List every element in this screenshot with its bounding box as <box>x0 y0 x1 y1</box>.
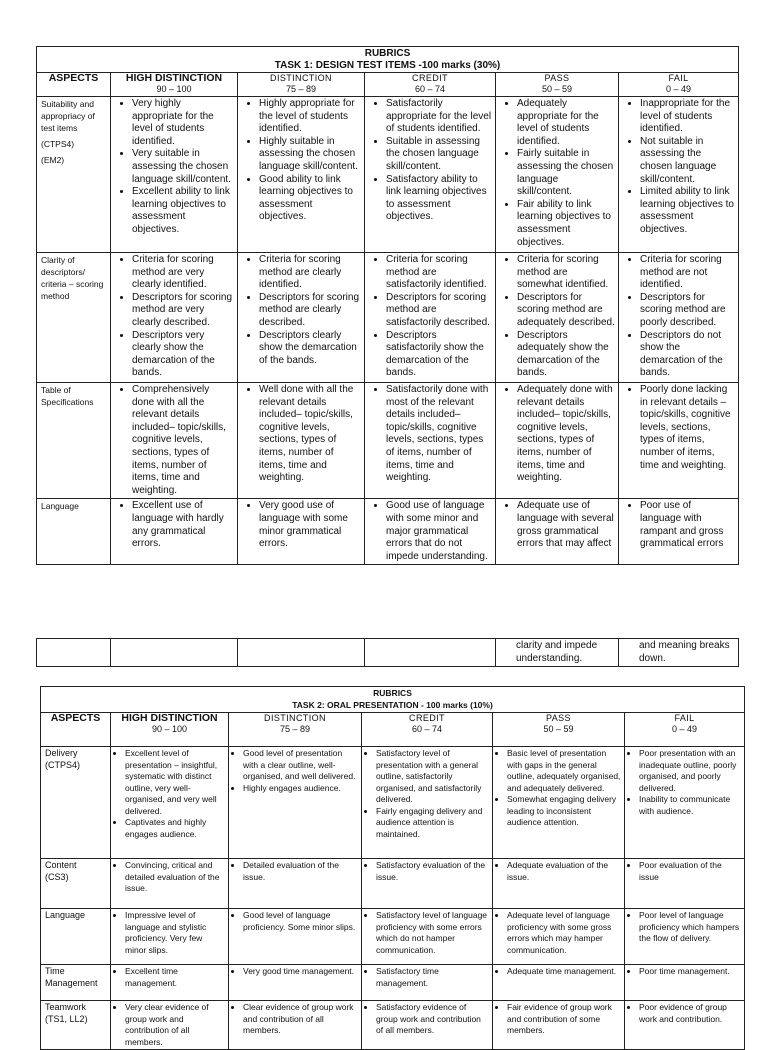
task2-band-header: DISTINCTION 75 – 89 <box>229 713 362 747</box>
task2-band-header: CREDIT 60 – 74 <box>362 713 493 747</box>
descriptor-cell <box>111 965 229 1001</box>
descriptor-item: • Excellent time management. <box>125 966 225 989</box>
descriptor-item: • Adequate use of language with several gross grammatical errors that may affect <box>517 500 615 550</box>
descriptor-item: • Descriptors for scoring method are very clearly described. <box>132 292 234 330</box>
descriptor-item: • Satisfactory evaluation of the issue. <box>376 860 489 883</box>
descriptor-item: • Descriptors for scoring method are poorly described. <box>640 292 735 330</box>
descriptor-cell <box>619 383 739 499</box>
continuation-cell <box>111 639 238 667</box>
task2-band-header: HIGH DISTINCTION 90 – 100 <box>111 713 229 747</box>
descriptor-cell <box>493 1001 625 1050</box>
task1-continuation-table <box>36 638 739 667</box>
descriptor-item: • Very suitable in assessing the chosen language skill/content. <box>132 148 234 186</box>
descriptor-item: • Fairly suitable in assessing the chosen language skill/content. <box>517 148 615 198</box>
descriptor-cell <box>493 859 625 909</box>
task1-rubric-table <box>36 46 739 565</box>
aspect-cell <box>41 1001 111 1050</box>
descriptor-item: • Descriptors clearly show the demarcation of the bands. <box>259 330 361 368</box>
descriptor-item: • Satisfactorily done with most of the relevant details included– topic/skills, cognitive levels, sections, types of items, number of items, time and weighting. <box>386 384 492 485</box>
rubric-row <box>41 859 745 909</box>
descriptor-cell <box>229 965 362 1001</box>
continuation-fail-text: and meaning breaks down. <box>639 640 730 664</box>
task1-title: TASK 1: DESIGN TEST ITEMS -100 marks (30%) <box>274 59 501 71</box>
descriptor-cell <box>365 253 496 383</box>
descriptor-item: • Criteria for scoring method are satisfactorily identified. <box>386 254 492 292</box>
descriptor-cell <box>496 383 619 499</box>
task1-band-header: HIGH DISTINCTION 90 – 100 <box>111 73 238 97</box>
descriptor-item: • Very highly appropriate for the level of students identified. <box>132 98 234 148</box>
descriptor-item: • Satisfactory evidence of group work and contribution of all members. <box>376 1002 489 1037</box>
descriptor-item: • Adequate evaluation of the issue. <box>507 860 621 883</box>
descriptor-item: • Highly suitable in assessing the chosen language skill/content. <box>259 136 361 174</box>
descriptor-cell <box>362 859 493 909</box>
descriptor-cell <box>493 965 625 1001</box>
descriptor-item: • Captivates and highly engages audience. <box>125 817 225 840</box>
descriptor-item: • Well done with all the relevant details included– topic/skills, cognitive levels, sections, types of items, number of items, time and weighting. <box>259 384 361 485</box>
aspect-cell <box>37 499 111 565</box>
continuation-cell <box>37 639 111 667</box>
descriptor-item: • Excellent use of language with hardly any grammatical errors. <box>132 500 234 550</box>
descriptor-item: • Suitable in assessing the chosen language skill/content. <box>386 136 492 174</box>
aspect-label: (EM2) <box>41 155 65 165</box>
task1-rows <box>37 97 739 565</box>
descriptor-cell <box>619 499 739 565</box>
descriptor-cell <box>493 747 625 859</box>
aspect-label: Teamwork <box>45 1002 87 1012</box>
aspect-cell <box>37 383 111 499</box>
descriptor-cell <box>625 747 745 859</box>
descriptor-item: • Poor evidence of group work and contribution. <box>639 1002 741 1025</box>
descriptor-item: • Criteria for scoring method are clearly identified. <box>259 254 361 292</box>
descriptor-item: • Inappropriate for the level of students identified. <box>640 98 735 136</box>
descriptor-cell <box>111 253 238 383</box>
descriptor-item: • Adequate level of language proficiency with some gross errors which may hamper communication. <box>507 910 621 956</box>
descriptor-item: • Very clear evidence of group work and contribution of all members. <box>125 1002 225 1048</box>
aspect-label: Clarity of descriptors/ criteria – scoring method <box>41 255 104 301</box>
descriptor-item: • Poor evaluation of the issue <box>639 860 741 883</box>
descriptor-cell <box>229 909 362 965</box>
rubric-row <box>41 909 745 965</box>
aspect-cell <box>37 97 111 253</box>
descriptor-item: • Poor level of language proficiency which hampers the flow of delivery. <box>639 910 741 945</box>
aspect-cell <box>41 965 111 1001</box>
descriptor-item: • Criteria for scoring method are very clearly identified. <box>132 254 234 292</box>
descriptor-item: • Basic level of presentation with gaps in the general outline, adequately organised, and adequately delivered. <box>507 748 621 794</box>
descriptor-item: • Good level of language proficiency. Some minor slips. <box>243 910 358 933</box>
descriptor-item: • Not suitable in assessing the chosen language skill/content. <box>640 136 735 186</box>
aspect-label: Language <box>45 910 86 920</box>
continuation-cell <box>496 639 619 667</box>
descriptor-item: • Inability to communicate with audience. <box>639 794 741 817</box>
descriptor-item: • Very good time management. <box>243 966 358 978</box>
aspect-label: (TS1, LL2) <box>45 1013 88 1024</box>
descriptor-item: • Limited ability to link learning objectives to assessment objectives. <box>640 186 735 236</box>
descriptor-cell <box>365 499 496 565</box>
descriptor-item: • Satisfactory time management. <box>376 966 489 989</box>
descriptor-item: • Very good use of language with some minor grammatical errors. <box>259 500 361 550</box>
task2-rubric-table <box>40 686 745 1050</box>
descriptor-cell <box>625 965 745 1001</box>
descriptor-cell <box>496 97 619 253</box>
task1-band-header: CREDIT 60 – 74 <box>365 73 496 97</box>
rubric-row <box>37 499 739 565</box>
descriptor-item: • Fair evidence of group work and contribution of some members. <box>507 1002 621 1037</box>
task1-band-header: DISTINCTION 75 – 89 <box>238 73 365 97</box>
descriptor-cell <box>238 499 365 565</box>
aspect-label: (CTPS4) <box>41 139 75 149</box>
descriptor-cell <box>111 1001 229 1050</box>
descriptor-item: • Adequately done with relevant details included– topic/skills, cognitive levels, sections, types of items, number of items, time and weighting. <box>517 384 615 485</box>
descriptor-item: • Satisfactory ability to link learning objectives to assessment objectives. <box>386 174 492 224</box>
descriptor-item: • Descriptors for scoring method are adequately described. <box>517 292 615 330</box>
descriptor-item: • Highly appropriate for the level of students identified. <box>259 98 361 136</box>
continuation-cell <box>365 639 496 667</box>
descriptor-cell <box>625 909 745 965</box>
descriptor-item: • Comprehensively done with all the relevant details included– topic/skills, cognitive levels, sections, types of items, number of items, time and weighting. <box>132 384 234 497</box>
descriptor-cell <box>362 1001 493 1050</box>
rubric-row <box>37 97 739 253</box>
descriptor-item: • Highly engages audience. <box>243 783 358 795</box>
descriptor-cell <box>362 965 493 1001</box>
descriptor-item: • Descriptors adequately show the demarcation of the bands. <box>517 330 615 380</box>
task2-rows <box>41 747 745 1050</box>
descriptor-item: • Fair ability to link learning objectives to assessment objectives. <box>517 199 615 249</box>
descriptor-item: • Good level of presentation with a clear outline, well-organised, and well delivered. <box>243 748 358 783</box>
descriptor-item: • Good ability to link learning objectives to assessment objectives. <box>259 174 361 224</box>
descriptor-item: • Descriptors for scoring method are satisfactorily described. <box>386 292 492 330</box>
descriptor-item: • Poor presentation with an inadequate outline, poorly organised, and poorly delivered. <box>639 748 741 794</box>
continuation-cell <box>238 639 365 667</box>
aspect-label: Time Management <box>45 966 98 988</box>
descriptor-cell <box>238 383 365 499</box>
descriptor-cell <box>111 859 229 909</box>
descriptor-item: • Descriptors very clearly show the demarcation of the bands. <box>132 330 234 380</box>
rubric-row <box>41 965 745 1001</box>
descriptor-cell <box>496 499 619 565</box>
continuation-cell <box>619 639 739 667</box>
descriptor-cell <box>111 747 229 859</box>
descriptor-item: • Good use of language with some minor and major grammatical errors that do not impede understanding. <box>386 500 492 563</box>
descriptor-item: • Somewhat engaging delivery leading to inconsistent audience attention. <box>507 794 621 829</box>
descriptor-cell <box>111 383 238 499</box>
aspect-cell <box>41 859 111 909</box>
rubric-row <box>41 1001 745 1050</box>
descriptor-cell <box>496 253 619 383</box>
descriptor-cell <box>238 253 365 383</box>
descriptor-item: • Criteria for scoring method are somewhat identified. <box>517 254 615 292</box>
task1-rubrics-heading: RUBRICS <box>364 48 411 59</box>
rubric-row <box>41 747 745 859</box>
descriptor-item: • Adequately appropriate for the level of students identified. <box>517 98 615 148</box>
aspect-cell <box>41 909 111 965</box>
aspect-cell <box>41 747 111 859</box>
aspect-label: Language <box>41 501 79 512</box>
aspect-label: Content <box>45 860 77 870</box>
task2-band-header: PASS 50 – 59 <box>493 713 625 747</box>
rubric-row <box>37 383 739 499</box>
descriptor-cell <box>229 1001 362 1050</box>
descriptor-cell <box>619 253 739 383</box>
descriptor-item: • Satisfactory level of presentation with a general outline, satisfactorily organised, and satisfactorily delivered. <box>376 748 489 806</box>
descriptor-cell <box>365 97 496 253</box>
descriptor-cell <box>229 747 362 859</box>
task2-aspects-header: ASPECTS <box>41 713 111 747</box>
descriptor-item: • Poor time management. <box>639 966 741 978</box>
descriptor-cell <box>493 909 625 965</box>
continuation-pass-text: clarity and impede understanding. <box>516 640 598 664</box>
descriptor-item: • Poorly done lacking in relevant details – topic/skills, cognitive levels, sections, types of items, number of items, time and weighting. <box>640 384 735 472</box>
aspect-label: Table of Specifications <box>41 385 94 407</box>
task2-band-header: FAIL 0 – 49 <box>625 713 745 747</box>
descriptor-item: • Descriptors satisfactorily show the demarcation of the bands. <box>386 330 492 380</box>
aspect-label: (CTPS4) <box>45 759 81 770</box>
descriptor-item: • Excellent ability to link learning objectives to assessment objectives. <box>132 186 234 236</box>
aspect-label: Delivery <box>45 748 78 758</box>
aspect-label: Suitability and appropriacy of test items <box>41 99 95 133</box>
task2-title: TASK 2: ORAL PRESENTATION - 100 marks (10%) <box>292 699 493 710</box>
descriptor-item: • Poor use of language with rampant and gross grammatical errors <box>640 500 735 550</box>
descriptor-item: • Impressive level of language and stylistic proficiency. Very few minor slips. <box>125 910 225 956</box>
descriptor-item: • Excellent level of presentation – insightful, systematic with distinct outline, very well-organised, and very well delivered. <box>125 748 225 817</box>
descriptor-cell <box>229 859 362 909</box>
descriptor-item: • Satisfactorily appropriate for the level of students identified. <box>386 98 492 136</box>
descriptor-cell <box>111 909 229 965</box>
rubric-row <box>37 253 739 383</box>
aspect-label: (CS3) <box>45 871 69 882</box>
task2-title-cell <box>41 687 745 713</box>
descriptor-item: • Adequate time management. <box>507 966 621 978</box>
descriptor-cell <box>365 383 496 499</box>
descriptor-cell <box>625 859 745 909</box>
descriptor-cell <box>362 747 493 859</box>
descriptor-cell <box>111 499 238 565</box>
aspect-cell <box>37 253 111 383</box>
descriptor-item: • Fairly engaging delivery and audience attention is maintained. <box>376 806 489 841</box>
descriptor-item: • Convincing, critical and detailed evaluation of the issue. <box>125 860 225 895</box>
descriptor-cell <box>619 97 739 253</box>
descriptor-cell <box>362 909 493 965</box>
descriptor-item: • Criteria for scoring method are not identified. <box>640 254 735 292</box>
descriptor-cell <box>238 97 365 253</box>
descriptor-item: • Satisfactory level of language proficiency with some errors which do not hamper communication. <box>376 910 489 956</box>
task1-title-cell <box>37 47 739 73</box>
task1-aspects-header: ASPECTS <box>37 73 111 97</box>
descriptor-cell <box>625 1001 745 1050</box>
descriptor-item: • Clear evidence of group work and contribution of all members. <box>243 1002 358 1037</box>
task1-band-header: PASS 50 – 59 <box>496 73 619 97</box>
descriptor-item: • Detailed evaluation of the issue. <box>243 860 358 883</box>
task1-band-header: FAIL 0 – 49 <box>619 73 739 97</box>
descriptor-item: • Descriptors do not show the demarcation of the bands. <box>640 330 735 380</box>
task2-rubrics-heading: RUBRICS <box>373 688 412 698</box>
descriptor-cell <box>111 97 238 253</box>
descriptor-item: • Descriptors for scoring method are clearly described. <box>259 292 361 330</box>
